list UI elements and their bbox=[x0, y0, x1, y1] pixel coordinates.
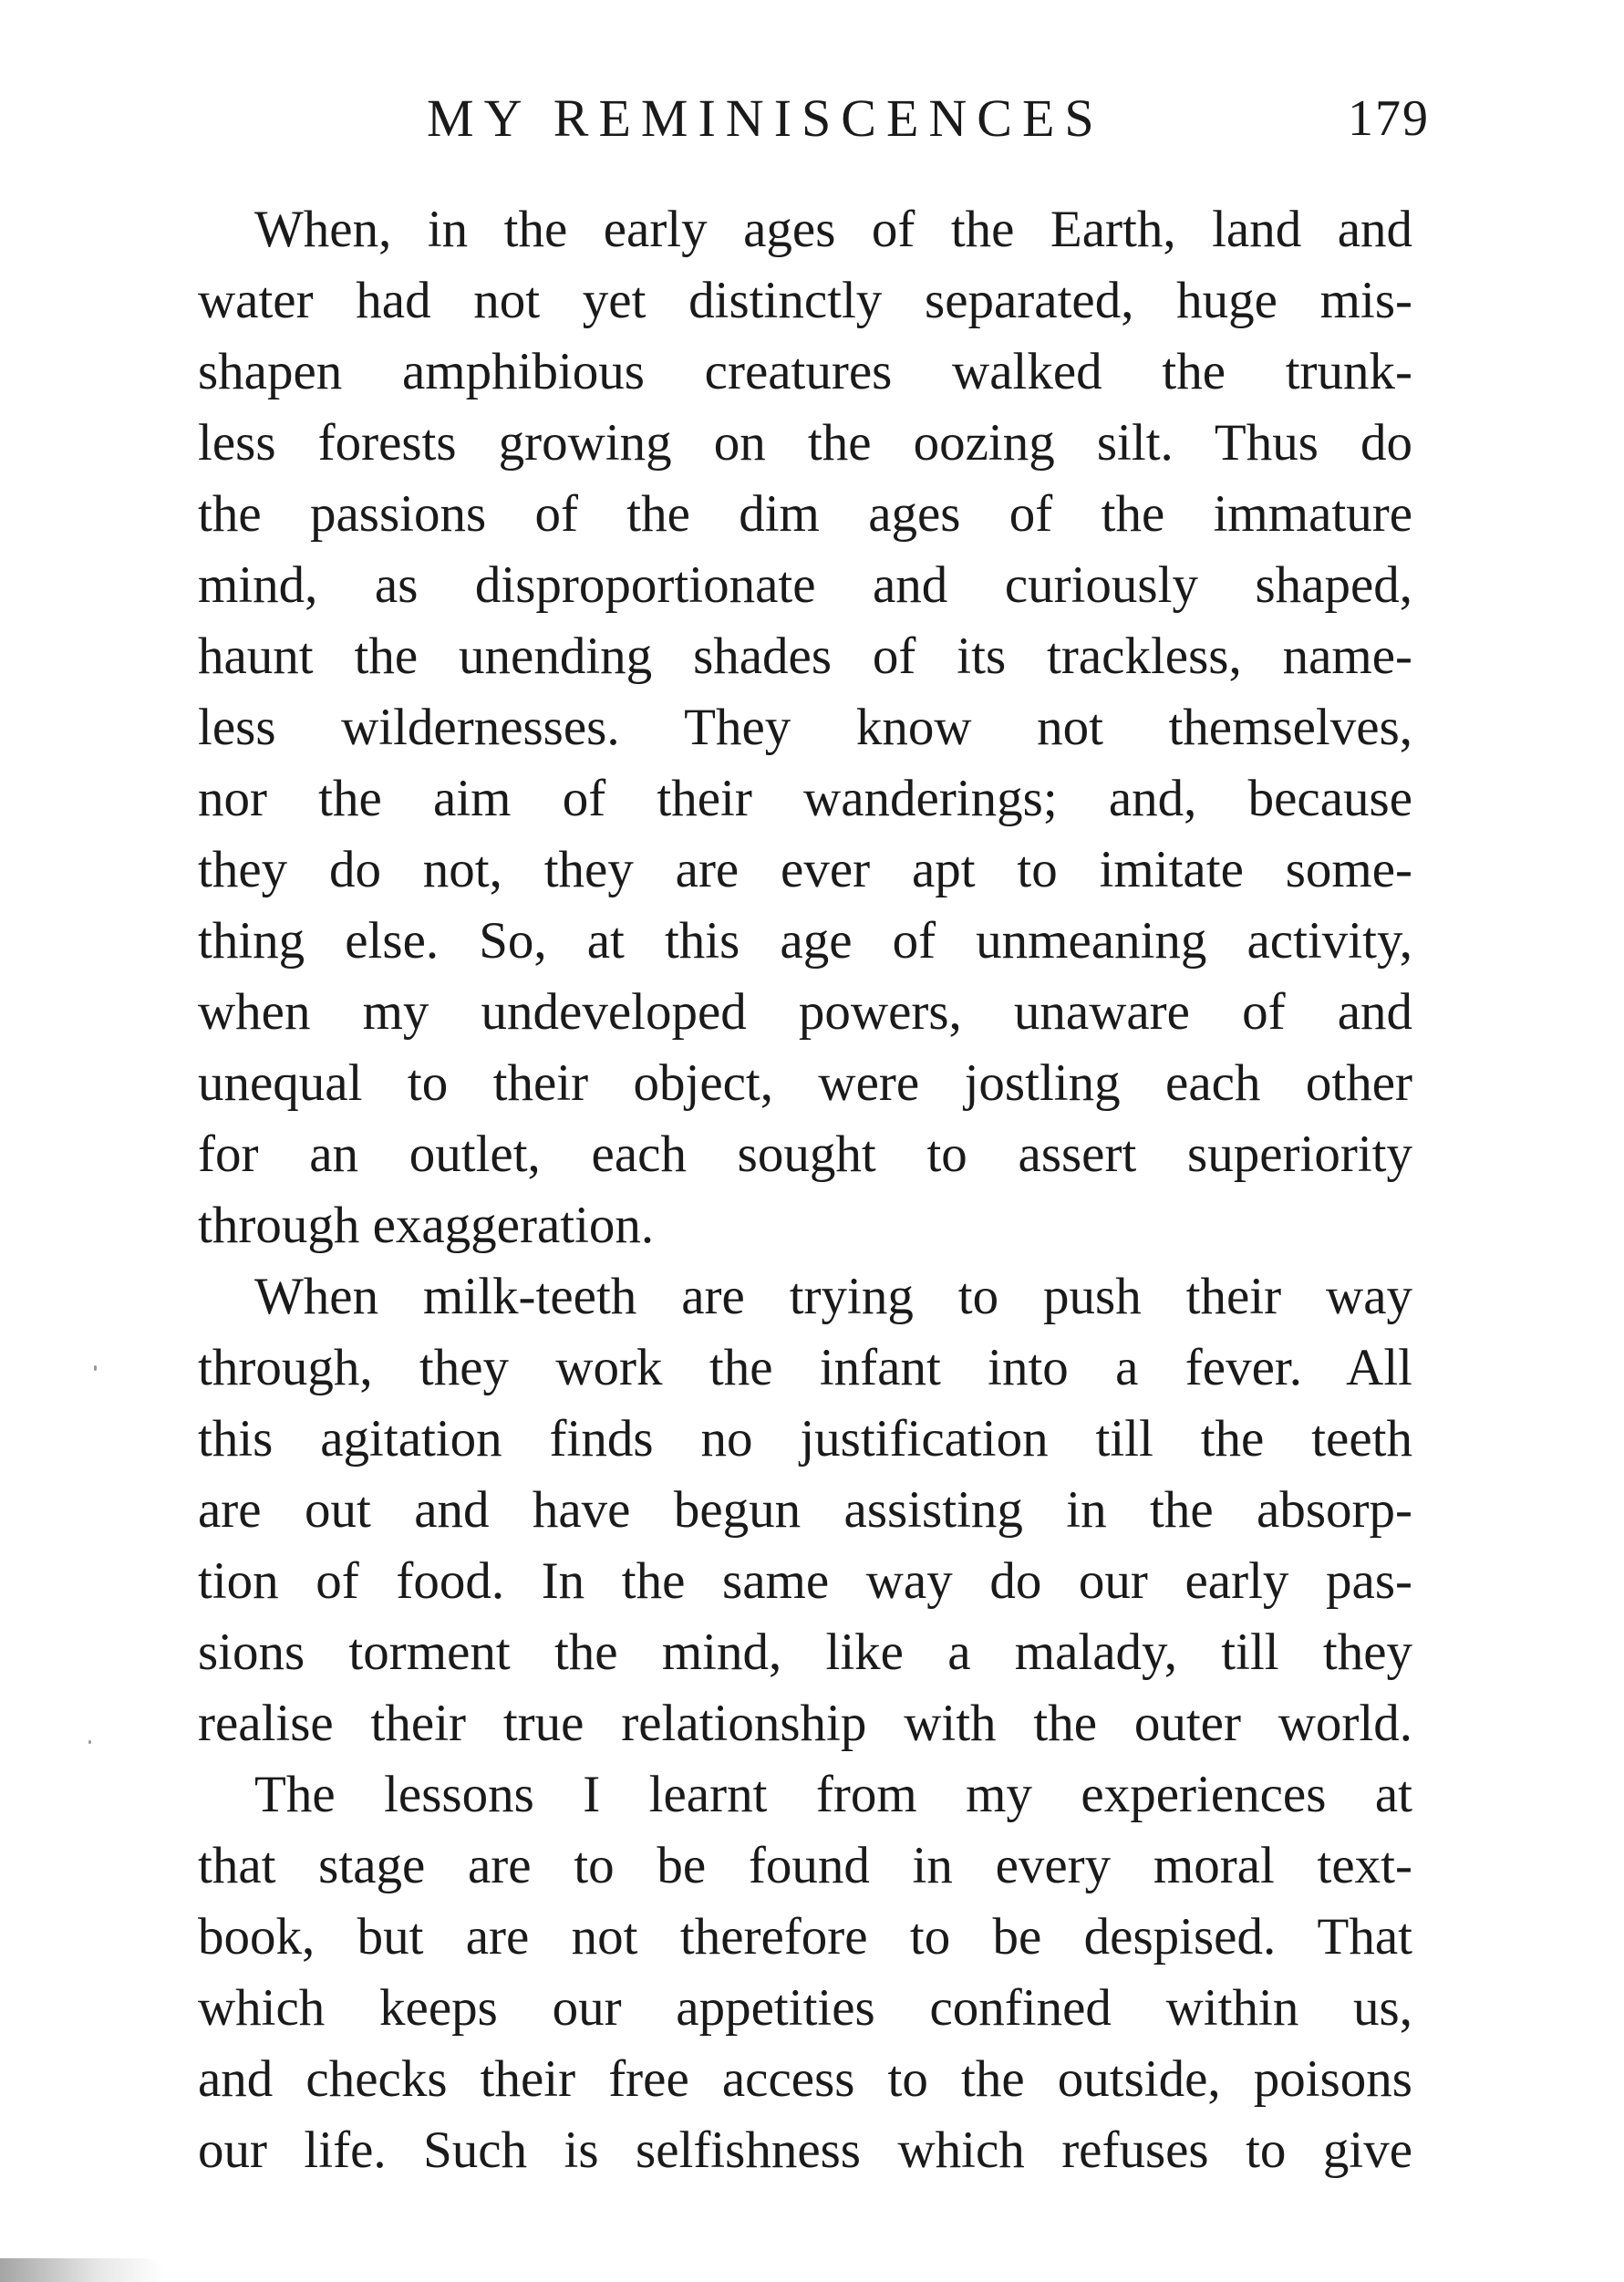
text-line: this agitation finds no justification till the teeth bbox=[198, 1410, 1412, 1468]
text-line: our life. Such is selfishness which refuses to give bbox=[198, 2121, 1412, 2179]
running-title: MY REMINISCENCES bbox=[427, 88, 1104, 148]
scan-speck bbox=[94, 1365, 97, 1371]
page-number: 179 bbox=[1348, 90, 1430, 147]
text-line: realise their true relationship with the outer world. bbox=[198, 1695, 1412, 1752]
text-line: book, but are not therefore to be despised. That bbox=[198, 1908, 1412, 1966]
text-line: water had not yet distinctly separated, huge mis- bbox=[198, 272, 1412, 329]
scan-speck bbox=[88, 1740, 91, 1744]
text-line: sions torment the mind, like a malady, till they bbox=[198, 1623, 1412, 1681]
running-head bbox=[427, 82, 1430, 155]
text-line: tion of food. In the same way do our early pas- bbox=[198, 1552, 1412, 1610]
text-line: they do not, they are ever apt to imitate some- bbox=[198, 841, 1412, 898]
body-text bbox=[198, 194, 1412, 2186]
text-line: through exaggeration. bbox=[198, 1197, 655, 1254]
text-line: which keeps our appetities confined within us, bbox=[198, 1979, 1412, 2037]
text-line: nor the aim of their wanderings; and, because bbox=[198, 770, 1412, 827]
text-line: and checks their free access to the outside, poisons bbox=[198, 2050, 1412, 2108]
text-line: when my undeveloped powers, unaware of and bbox=[198, 983, 1412, 1041]
text-line: less forests growing on the oozing silt. Thus do bbox=[198, 414, 1412, 472]
text-line: are out and have begun assisting in the absorp- bbox=[198, 1481, 1412, 1539]
text-line: shapen amphibious creatures walked the trunk- bbox=[198, 343, 1412, 400]
text-line: When, in the early ages of the Earth, land and bbox=[254, 201, 1412, 258]
text-line: unequal to their object, were jostling each other bbox=[198, 1054, 1412, 1112]
text-line: through, they work the infant into a fever. All bbox=[198, 1339, 1412, 1396]
text-line: for an outlet, each sought to assert superiority bbox=[198, 1125, 1412, 1183]
text-line: When milk-teeth are trying to push their way bbox=[254, 1268, 1412, 1325]
text-line: less wildernesses. They know not themselves, bbox=[198, 699, 1412, 756]
text-line: the passions of the dim ages of the immature bbox=[198, 485, 1412, 543]
text-line: The lessons I learnt from my experiences at bbox=[254, 1766, 1412, 1823]
text-line: mind, as disproportionate and curiously shaped, bbox=[198, 556, 1412, 614]
text-line: haunt the unending shades of its trackless, name- bbox=[198, 628, 1412, 685]
text-line: thing else. So, at this age of unmeaning activity, bbox=[198, 912, 1412, 970]
scan-smudge bbox=[0, 2258, 164, 2282]
text-line: that stage are to be found in every moral text- bbox=[198, 1837, 1412, 1894]
